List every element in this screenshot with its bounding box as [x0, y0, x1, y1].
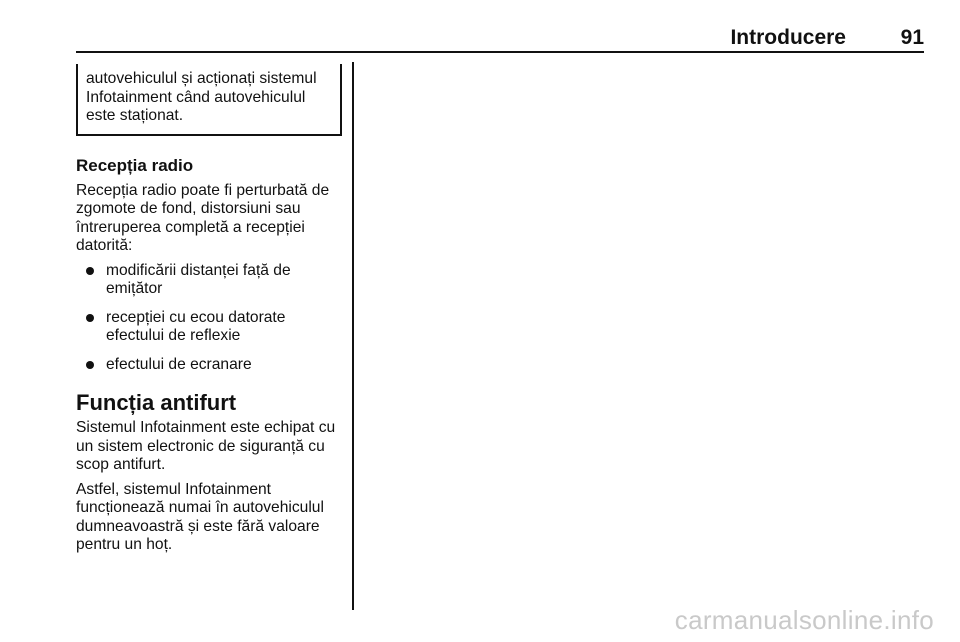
antitheft-paragraph: Sistemul Infotainment este echipat cu un sistem electronic de siguranță cu scop antifurt. [76, 419, 336, 473]
list-item [76, 309, 342, 346]
radio-reception-heading: Recepția radio [76, 155, 194, 175]
note-box [76, 64, 342, 136]
list-item-text: recepției cu ecou datorate efectului de reflexie [106, 308, 286, 344]
list-item [76, 262, 342, 299]
list-item-text: efectului de ecranare [106, 355, 252, 373]
header-title: Introducere [730, 26, 846, 49]
page-header [76, 26, 924, 50]
note-text: autovehiculul și acționați sistemul Infotainment când autovehiculul este staționat. [86, 70, 317, 124]
list-item [76, 356, 342, 375]
bullet-icon [86, 361, 94, 369]
radio-bullet-list [76, 262, 342, 375]
page-number: 91 [900, 26, 924, 49]
column-divider [352, 62, 354, 610]
bullet-icon [86, 314, 94, 322]
left-column [76, 64, 342, 561]
antitheft-paragraph: Astfel, sistemul Infotainment funcționează numai în autovehiculul dumneavoastră și este fără valoare pentru un hoț. [76, 480, 324, 553]
watermark: carmanualsonline.info [674, 605, 934, 635]
list-item-text: modificării distanței față de emițător [106, 261, 291, 297]
radio-intro-paragraph: Recepția radio poate fi perturbată de zgomote de fond, distorsiuni sau întreruperea completă a recepției datorită: [76, 181, 330, 254]
antitheft-heading: Funcția antifurt [76, 390, 237, 415]
header-rule [76, 51, 924, 53]
bullet-icon [86, 267, 94, 275]
